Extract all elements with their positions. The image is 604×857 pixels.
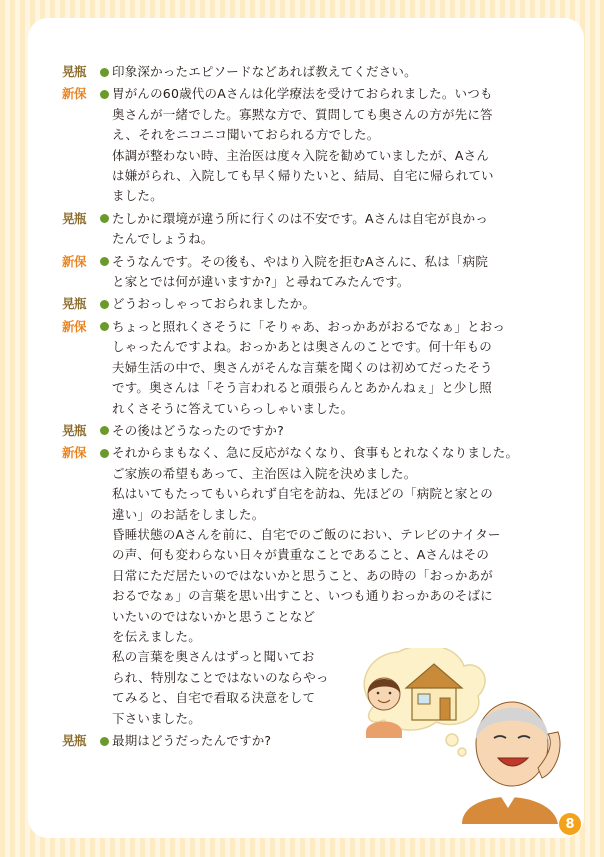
entry-text (112, 62, 542, 82)
bullet-icon (100, 322, 109, 331)
bullet-icon (100, 214, 109, 223)
entry-text (112, 317, 542, 419)
paragraph: そうなんです。その後も、やはり入院を拒むAさんに、私は「病院 と家とでは何が違いますか?」と尋ねてみたんです。 (112, 253, 489, 290)
paragraph: ちょっと照れくさそうに「そりゃあ、おっかあがおるでなぁ」とおっ しゃったんですよね。おっかあとは奥さんのことです。何十年もの 夫婦生活の中で、奥さんがそんな言葉を聞くのは初めてだったそう です。奥さんは「そう言われると頑張らんとあかんねぇ」と少し照 れくさそうに答えていらっしゃいました。 (112, 318, 506, 416)
bullet-icon (100, 449, 109, 458)
speaker-label: 晃瓶 (62, 64, 87, 79)
speaker-label: 晃瓶 (62, 296, 87, 312)
bullet-icon (100, 300, 109, 309)
entry-text (112, 84, 542, 206)
entry-text (112, 294, 542, 314)
bullet-icon (100, 737, 109, 746)
husband-icon (462, 702, 560, 824)
dialogue-entry (62, 84, 542, 206)
bullet-icon (100, 90, 109, 99)
speaker-label: 新保 (62, 86, 87, 102)
bullet-icon (100, 257, 109, 266)
speaker-label: 晃瓶 (62, 422, 87, 438)
paragraph: たしかに環境が違う所に行くのは不安です。Aさんは自宅が良かっ たんでしょうね。 (112, 210, 489, 247)
illustration (352, 648, 564, 824)
entry-text (112, 252, 542, 293)
paragraph: 私はいてもたってもいられず自宅を訪ね、先ほどの「病院と家との 違い」のお話をしました。 (112, 486, 494, 522)
dialogue-entry (62, 317, 542, 419)
entry-text (112, 421, 542, 441)
speaker-label: 晃瓶 (62, 733, 87, 748)
speaker-label: 新保 (62, 253, 87, 269)
speaker-label: 新保 (62, 318, 87, 334)
paragraph: それからまもなく、急に反応がなくなり、食事もとれなくなりました。 ご家族の希望もあって、主治医は入院を決めました。 (112, 445, 519, 481)
paragraph: どうおっしゃっておられましたか。 (112, 296, 316, 312)
dialogue-entry (62, 252, 542, 293)
entry-text (112, 209, 542, 250)
dialogue-entry (62, 209, 542, 250)
paragraph: 胃がんの60歳代のAさんは化学療法を受けておられました。いつも 奥さんが一緒でした。寡黙な方で、質問しても奥さんの方が先に答 え、それをニコニコ聞いておられる方でした。 (112, 86, 493, 143)
dialogue-entry (62, 421, 542, 441)
paragraph: 最期はどうだったんですか? (112, 733, 272, 748)
paragraph: その後はどうなったのですか? (112, 422, 284, 438)
paragraph: 昏睡状態のAさんを前に、自宅でのご飯のにおい、テレビのナイター の声、何も変わらない日々が貴重なことであること、Aさんはその 日常にただ居たいのではないかと思うこと、あの時の「おっかあが おるでなぁ」の言葉を思い出すこと、いつも通りおっかあのそばに いたいのではないかと思うことなど を伝えました。 (112, 526, 501, 644)
paragraph: 印象深かったエピソードなどあれば教えてください。 (112, 64, 417, 79)
bullet-icon (100, 426, 109, 435)
paragraph: 体調が整わない時、主治医は度々入院を勧めていましたが、Aさん は嫌がられ、入院しても早く帰りたいと、結局、自宅に帰られてい ました。 (112, 147, 494, 204)
dialogue-entry (62, 62, 542, 82)
speaker-label: 晃瓶 (62, 210, 87, 226)
paragraph: 私の言葉を奥さんはずっと聞いてお られ、特別なことではないのならやっ てみると、自宅で看取る決意をして 下さいました。 (112, 649, 329, 726)
page-number-badge: 8 (559, 813, 581, 835)
speaker-label: 新保 (62, 445, 87, 461)
bullet-icon (100, 68, 109, 77)
dialogue-entry (62, 294, 542, 314)
